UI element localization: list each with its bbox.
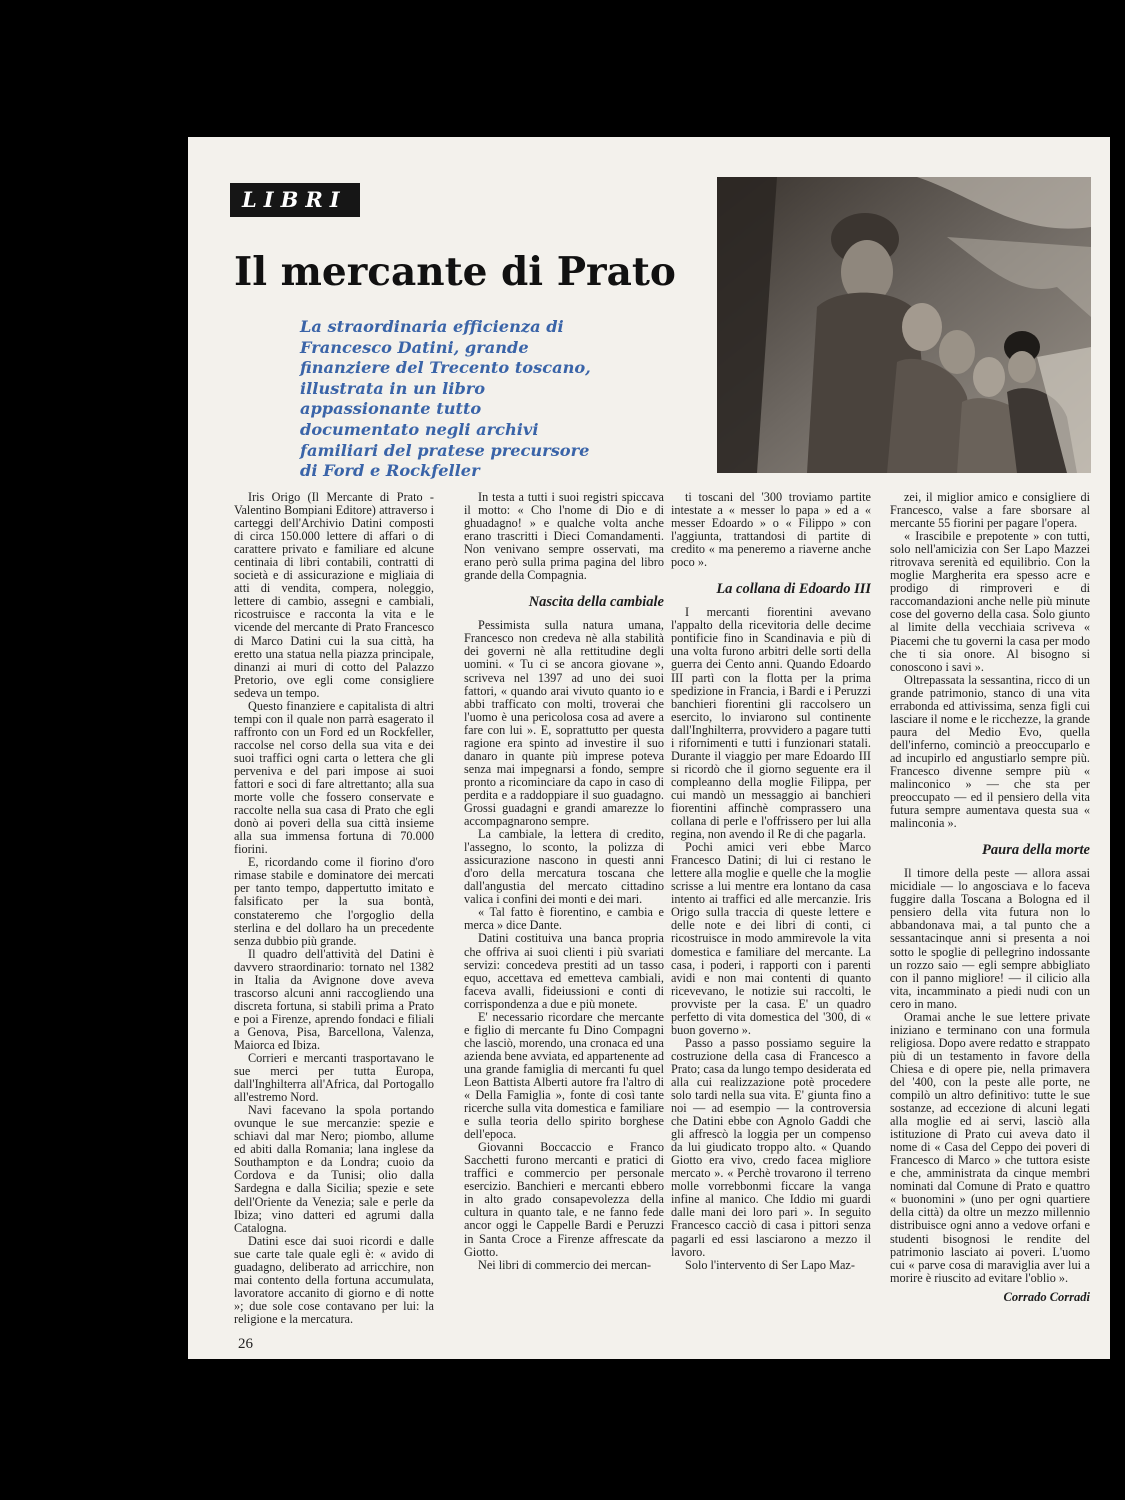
article-column-4 <box>890 491 1090 1336</box>
paragraph: Il timore della peste — allora assai micidiale — lo angosciava e lo faceva fuggire dalla Toscana a Bologna ed il pensiero della vita futura non lo abbandonava mai, a tal punto che a sessantacinque anni si presenta a noi sotto le spoglie di pellegrino indossante un rozzo saio — egli sempre abbigliato con il panno migliore! — il cilicio alla vita, incamminato a piedi nudi con un cero in mano. <box>890 866 1090 1011</box>
paragraph: Giovanni Boccaccio e Franco Sacchetti furono mercanti e pratici di traffici e commercio per personale esercizio. Banchieri e mercanti ebbero in alto grado consapevolezza della cultura in quanto tale, e ne fanno fede ancor oggi le Cappelle Bardi e Peruzzi in Santa Croce a Firenze affrescate da Giotto. <box>464 1140 664 1259</box>
paragraph: Pochi amici veri ebbe Marco Francesco Datini; di lui ci restano le lettere alla moglie e quelle che la moglie scrisse a lui mentre era lontano da casa intento ai traffici ed alle mercanzie. Iris Origo sulla traccia di queste lettere e delle note e dei libri di conti, ci ricostruisce in modo ammirevole la vita domestica e familiare del mercante. La casa, i poderi, i rapporti con i parenti avidi e non mai contenti di quanto ricevevano, le notizie sui raccolti, le provviste per la casa. E' un quadro perfetto di vita domestica del '300, di « buon governo ». <box>671 840 871 1037</box>
paragraph: La cambiale, la lettera di credito, l'assegno, lo sconto, la polizza di assicurazione nascono in questi anni d'oro della mercatura toscana che dall'angustia del mercato cittadino valica i confini dei monti e dei mari. <box>464 827 664 907</box>
paragraph: Passo a passo possiamo seguire la costruzione della casa di Francesco a Prato; casa da lungo tempo desiderata ed alla cui realizzazione potè procedere solo tardi nella sua vita. E' giunta fino a noi — ad esempio — la controversia che Datini ebbe con Agnolo Gaddi che gli affrescò la loggia per un compenso da lui giudicato troppo alto. « Quando Giotto era vivo, credo facea migliore mercato ». « Perchè trovarono il terreno molle vorrebbonmi ficcare la vanga infine al manico. Che Iddio mi guardi dalle mani dei loro pari ». In seguito Francesco cacciò di casa i pittori senza pagarli ed essi lasciarono a mezzo il lavoro. <box>671 1035 871 1259</box>
page-number: 26 <box>238 1336 253 1352</box>
article-column-1 <box>234 491 434 1336</box>
paragraph: Solo l'intervento di Ser Lapo Maz- <box>685 1257 855 1272</box>
article-column-3 <box>671 491 871 1336</box>
paragraph: E, ricordando come il fiorino d'oro rimase stabile e dominatore dei mercati per tanto tempo, dappertutto imitato e falsificato per la sua bontà, constateremo che l'orgoglio della sterlina e del dollaro ha un precedente senza dubbio più grande. <box>234 855 434 948</box>
paragraph: Il quadro dell'attività del Datini è davvero straordinario: tornato nel 1382 in Italia da Avignone dove aveva trascorso alcuni anni raccogliendo una discreta fortuna, si stabilì prima a Prato e poi a Firenze, aprendo fondaci e filiali a Genova, Pisa, Barcellona, Valenza, Maiorca ed Ibiza. <box>234 946 434 1052</box>
paragraph: Datini costituiva una banca propria che offriva ai suoi clienti i più svariati servizi: concedeva prestiti ad un tasso equo, accettava ed emetteva cambiali, faceva avalli, fideiussioni e conti di corrispondenza a due e più monete. <box>464 931 664 1011</box>
paragraph: zei, il miglior amico e consigliere di Francesco, valse a fare sborsare al mercante 55 fiorini per pagare l'opera. <box>890 491 1090 531</box>
paragraph: « Tal fatto è fiorentino, e cambia e merca » dice Dante. <box>464 905 664 933</box>
article-dek: La straordinaria efficienza di Francesco Datini, grande finanziere del Trecento toscano, illustrata in un libro appassionante tutto documentato negli archivi familiari del pratese precursore di Ford e Rockfeller <box>300 317 591 481</box>
paragraph: Questo finanziere e capitalista di altri tempi con il quale non parrà esagerato il raffronto con un Ford ed un Rockfeller, raccolse nel corso della sua vita e dei suoi traffici ogni carta o lettera che gli perveniva e del pari impose ai suoi fattori e soci di fare altrettanto; alla sua morte volle che fossero conservate e raccolte nella sua casa di Prato che egli donò ai poveri della sua città insieme alla sua immensa fortuna di 70.000 fiorini. <box>234 698 434 857</box>
painting-detail-image <box>717 177 1091 473</box>
section-subhead: Nascita della cambiale <box>528 594 664 611</box>
paragraph: Corrieri e mercanti trasportavano le sue merci per tutta Europa, dall'Inghilterra all'Africa, dal Portogallo all'estremo Nord. <box>234 1051 434 1105</box>
paragraph: Oramai anche le sue lettere private iniziano e terminano con una formula religiosa. Dopo avere redatto e strappato più di un testamento in favore della Chiesa e di opere pie, nella primavera del '400, con la peste alle porte, ne compilò un altro definitivo: tutte le sue sostanze, ad eccezione di alcuni legati alla moglie ed ai servi, lasciò alla istituzione di Prato cui aveva dato il nome di « Casa del Ceppo dei poveri di Francesco di Marco » che tuttora esiste e che, amministrata da cinque membri nominati dal Comune di Prato e quattro « buonomini » (uno per ogni quartiere della città) da oltre un mezzo millennio distribuisce ogni anno a vedove orfani e studenti bisognosi le rendite del patrimonio lasciato ai poveri. L'uomo cui « parve cosa di maraviglia aver lui a morire è riuscito ad evitare l'oblio ». <box>890 1009 1090 1285</box>
article-column-2 <box>464 491 664 1336</box>
paragraph: Navi facevano la spola portando ovunque le sue mercanzie: spezie e schiavi dal mar Nero; piombo, allume ed abiti dalla Romania; lana inglese da Southampton e da Londra; cuoio da Cordova e da Tunisi; olio dalla Sardegna e dalla Sicilia; spezie e sete dell'Oriente da Venezia; sale e perle da Ibiza; vino datteri ed agrumi dalla Catalogna. <box>234 1103 434 1235</box>
article-photo <box>717 177 1091 473</box>
section-tag: LIBRI <box>230 183 360 217</box>
article-title: Il mercante di Prato <box>234 249 676 295</box>
author-signature: Corrado Corradi <box>1003 1289 1090 1304</box>
paragraph: « Irascibile e prepotente » con tutti, solo nell'amicizia con Ser Lapo Mazzei ritrovava serenità ed equilibrio. Con la moglie Margherita era spesso acre e prodigo di rimproveri e di raccomandazioni anche nelle più minute cose del governo della casa. Solo giunto al limite della vecchiaia scriveva « Piacemi che tu governi la casa per modo che ti sia onore. Al bisogno si conoscono i savi ». <box>890 529 1090 674</box>
paragraph: Datini esce dai suoi ricordi e dalle sue carte tale quale egli è: « avido di guadagno, deliberato ad arricchire, non mai contento della fortuna accumulata, lavoratore accanito di giorno e di notte »; due sole cose contavano per lui: la religione e la mercatura. <box>234 1233 434 1326</box>
paragraph: ti toscani del '300 troviamo partite intestate a « messer lo papa » ed a « messer Edoardo » o « Filippo » con l'aggiunta, trattandosi di partite di credito « ma peneremo a riaverne anche poco ». <box>671 491 871 570</box>
section-subhead: La collana di Edoardo III <box>716 581 871 598</box>
paragraph: E' necessario ricordare che mercante e figlio di mercante fu Dino Compagni che lasciò, morendo, una cronaca ed una azienda bene avviata, ed appartenente ad una grande famiglia di mercanti fu quel Leon Battista Alberti autore fra l'altro di « Della Famiglia », fonte di così tante ricerche sulla vita domestica e familiare e sulla teoria dello spirito borghese dell'epoca. <box>464 1009 664 1142</box>
magazine-page <box>188 137 1110 1359</box>
paragraph: Nei libri di commercio dei mercan- <box>478 1257 652 1272</box>
paragraph: Pessimista sulla natura umana, Francesco non credeva nè alla stabilità dei governi nè alla rettitudine degli uomini. « Tu ci se ancora giovane », scriveva nel 1397 ad uno dei suoi fattori, « quando arai vivuto quanto io e abbi trafficato con molti, troverai che l'uomo è una pericolosa cosa ad avere a fare con lui ». E, soprattutto per questa ragione era spinto ad investire il suo danaro in quante più imprese poteva senza mai impegnarsi a fondo, sempre pronto a ricominciare da capo in caso di perdita e a raddoppiare il suo guadagno. Grossi guadagni e grandi amarezze lo accompagnarono sempre. <box>464 618 664 829</box>
paragraph: In testa a tutti i suoi registri spiccava il motto: « Cho l'nome di Dio e di ghuadagno! » e qualche volta anche erano trascritti i Dieci Comandamenti. Non venivano sempre osservati, ma erano però sulla prima pagina del libro grande della Compagnia. <box>464 491 664 583</box>
paragraph: Oltrepassata la sessantina, ricco di un grande patrimonio, stanco di una vita errabonda ed attivissima, senza figli cui lasciare il nome e le ricchezze, la grande paura del Medio Evo, quella dell'inferno, cominciò a preoccuparlo e ad incupirlo ed angustiarlo sempre più. Francesco divenne sempre più « malinconico » — che sta per preoccupato — ed il pensiero della vita futura sempre aumentava questa sua « malinconia ». <box>890 672 1090 831</box>
section-subhead: Paura della morte <box>982 842 1090 859</box>
paragraph: I mercanti fiorentini avevano l'appalto della ricevitoria delle decime pontificie fino in Scandinavia e più di una volta furono arbitri delle sorti della guerra dei Cento anni. Quando Edoardo III partì con la flotta per la prima spedizione in Francia, i Bardi e i Peruzzi banchieri fiorentini gli raccolsero un esercito, lo inviarono sul continente dall'Inghilterra, provvidero a pagare tutti i rifornimenti e tutti i funzionari statali. Durante il viaggio per mare Edoardo III si ricordò che il giorno seguente era il compleanno della moglie Filippa, per cui mandò un messaggio ai banchieri fiorentini affinchè comprassero una collana di perle e l'offrissero per lui alla regina, non avendo il Re di che pagarla. <box>671 605 871 842</box>
paragraph: Iris Origo (Il Mercante di Prato - Valentino Bompiani Editore) attraverso i carteggi dell'Archivio Datini composti di circa 150.000 lettere di affari o di carattere privato e familiare ed alcune centinaia di libri contabili, contratti di società e di assicurazione e migliaia di atti di vendita, compera, noleggio, lettere di cambio, assegni e cambiali, ricostruisce e racconta la vita e le vicende del mercante di Prato Francesco di Marco Datini cui la sua città, ha eretto una statua nella piazza principale, dinanzi ai muri di cotto del Palazzo Pretorio, ove egli come consigliere sedeva un tempo. <box>234 491 434 700</box>
